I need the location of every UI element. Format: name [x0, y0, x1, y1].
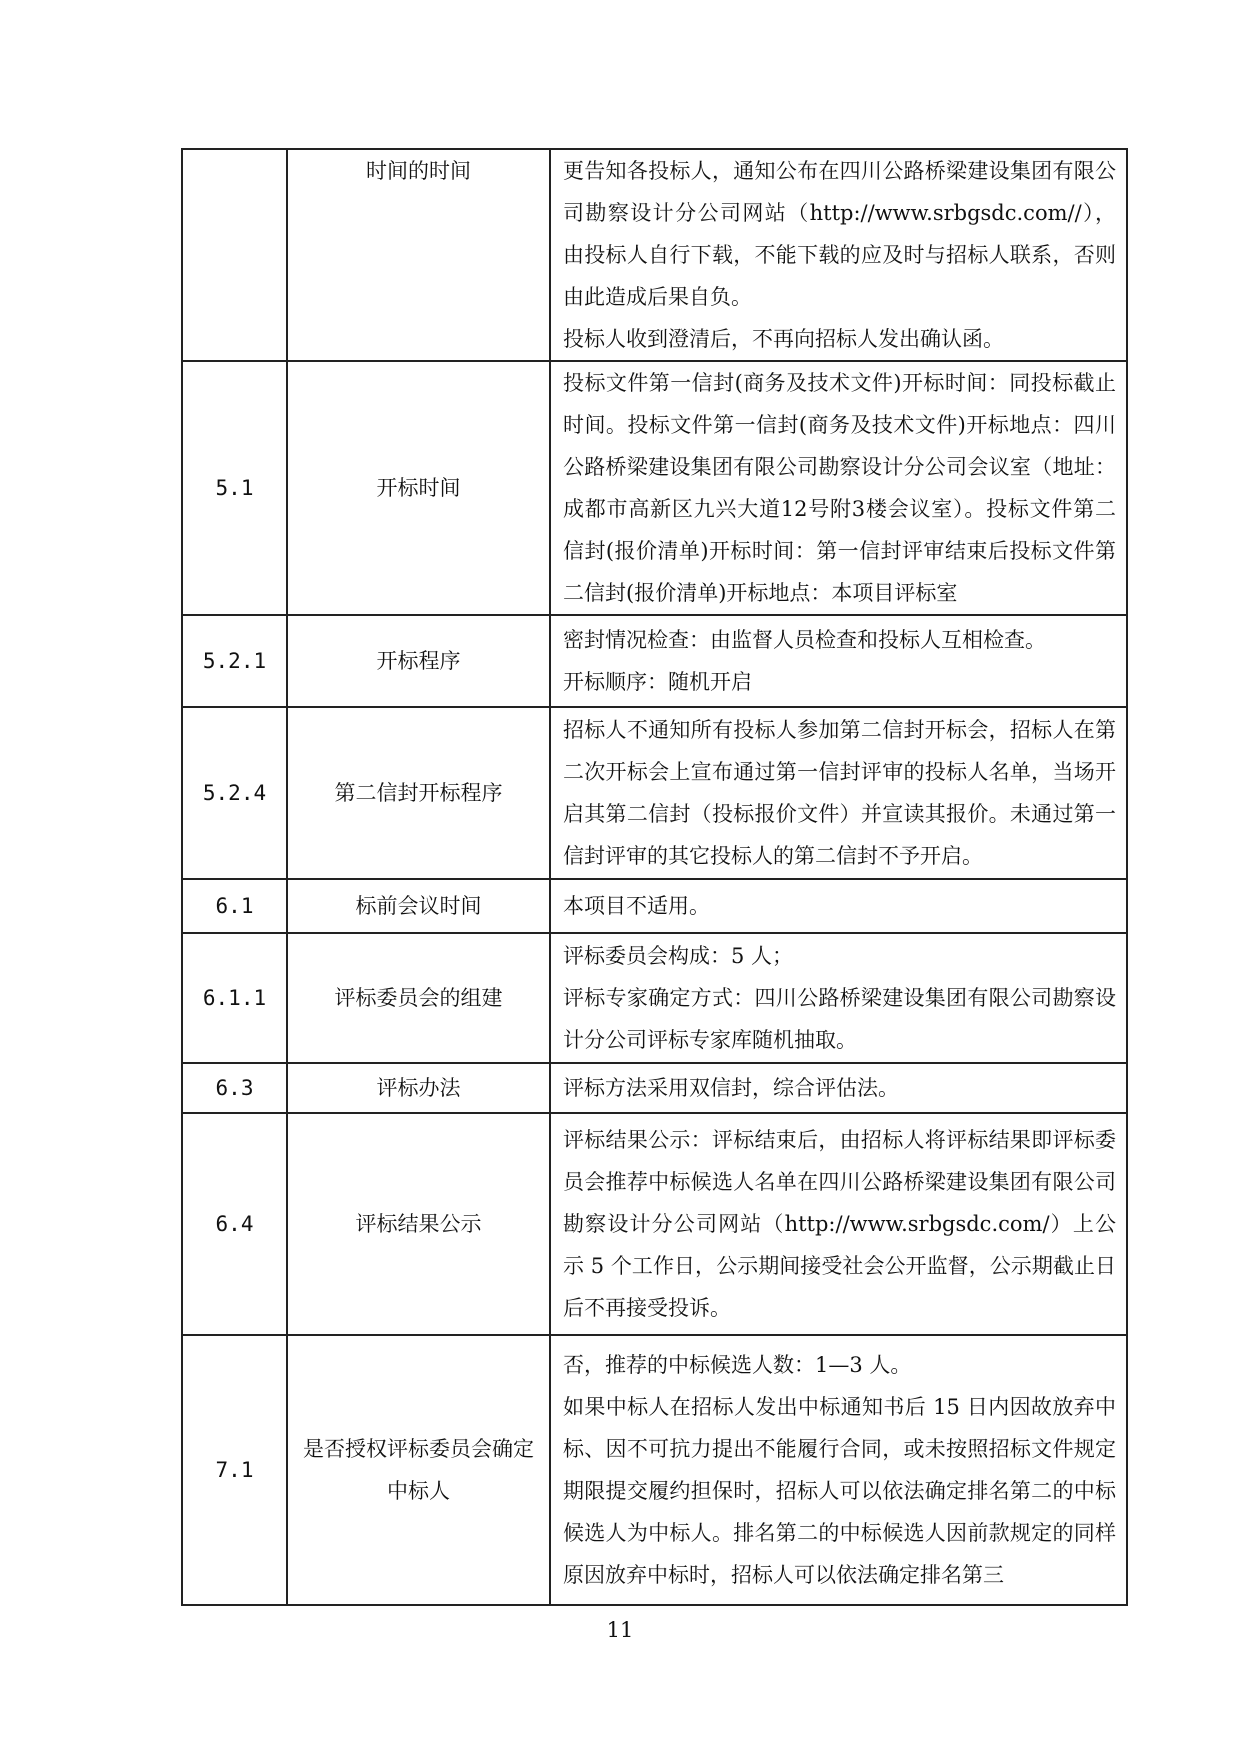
clause-item: 开标时间	[287, 361, 550, 615]
clause-number: 6.1	[182, 879, 287, 933]
clause-content: 评标方法采用双信封，综合评估法。	[550, 1063, 1127, 1113]
table-row	[182, 149, 1127, 361]
bid-data-table	[181, 148, 1128, 1606]
clause-number	[182, 149, 287, 361]
table-row	[182, 1335, 1127, 1605]
table-row	[182, 933, 1127, 1063]
clause-item: 标前会议时间	[287, 879, 550, 933]
clause-content: 招标人不通知所有投标人参加第二信封开标会，招标人在第二次开标会上宣布通过第一信封评审的投标人名单，当场开启其第二信封（投标报价文件）并宣读其报价。未通过第一信封评审的其它投标人的第二信封不予开启。	[550, 707, 1127, 879]
clause-content: 评标委员会构成：5 人； 评标专家确定方式：四川公路桥梁建设集团有限公司勘察设计分公司评标专家库随机抽取。	[550, 933, 1127, 1063]
clause-content: 否，推荐的中标候选人数：1—3 人。 如果中标人在招标人发出中标通知书后 15 日内因故放弃中标、因不可抗力提出不能履行合同，或未按照招标文件规定期限提交履约担保时，招标人可以依法确定排名第二的中标候选人为中标人。排名第二的中标候选人因前款规定的同样原因放弃中标时，招标人可以依法确定排名第三	[550, 1335, 1127, 1605]
clause-content: 密封情况检查：由监督人员检查和投标人互相检查。 开标顺序：随机开启	[550, 615, 1127, 707]
table-row	[182, 1113, 1127, 1335]
clause-content: 本项目不适用。	[550, 879, 1127, 933]
clause-number: 6.1.1	[182, 933, 287, 1063]
clause-item: 开标程序	[287, 615, 550, 707]
clause-content: 投标文件第一信封(商务及技术文件)开标时间：同投标截止时间。投标文件第一信封(商务及技术文件)开标地点：四川公路桥梁建设集团有限公司勘察设计分公司会议室（地址：成都市高新区九兴大道12号附3楼会议室）。投标文件第二信封(报价清单)开标时间：第一信封评审结束后投标文件第二信封(报价清单)开标地点：本项目评标室	[550, 361, 1127, 615]
clause-number: 6.3	[182, 1063, 287, 1113]
clause-item: 评标办法	[287, 1063, 550, 1113]
clause-content: 评标结果公示：评标结束后，由招标人将评标结果即评标委员会推荐中标候选人名单在四川公路桥梁建设集团有限公司勘察设计分公司网站（http://www.srbgsdc.com/）上公示 5 个工作日，公示期间接受社会公开监督，公示期截止日后不再接受投诉。	[550, 1113, 1127, 1335]
clause-content: 更告知各投标人，通知公布在四川公路桥梁建设集团有限公司勘察设计分公司网站（http://www.srbgsdc.com//），由投标人自行下载，不能下载的应及时与招标人联系，否则由此造成后果自负。 投标人收到澄清后，不再向招标人发出确认函。	[550, 149, 1127, 361]
clause-item: 是否授权评标委员会确定中标人	[287, 1335, 550, 1605]
clause-number: 6.4	[182, 1113, 287, 1335]
clause-number: 5.1	[182, 361, 287, 615]
table-row	[182, 1063, 1127, 1113]
clause-number: 7.1	[182, 1335, 287, 1605]
clause-item: 第二信封开标程序	[287, 707, 550, 879]
page-number: 11	[606, 1618, 634, 1642]
clause-item: 评标委员会的组建	[287, 933, 550, 1063]
table-row	[182, 879, 1127, 933]
table-row	[182, 361, 1127, 615]
table-row	[182, 707, 1127, 879]
clause-item: 评标结果公示	[287, 1113, 550, 1335]
clause-item: 时间的时间	[287, 149, 550, 361]
table-row	[182, 615, 1127, 707]
clause-number: 5.2.4	[182, 707, 287, 879]
clause-number: 5.2.1	[182, 615, 287, 707]
